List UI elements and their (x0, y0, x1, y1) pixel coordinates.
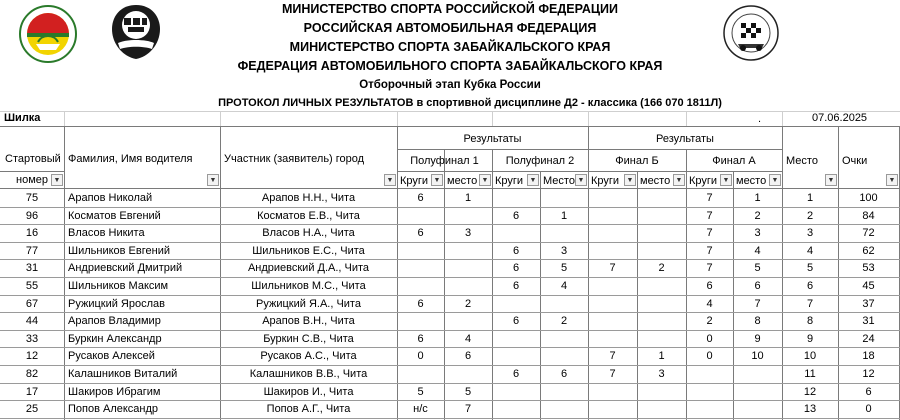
filter-place-dropdown-icon[interactable]: ▼ (825, 174, 837, 186)
cell-sf1-laps: 6 (417, 227, 424, 240)
cell-sf1-laps: 5 (417, 385, 424, 398)
cell-start-number: 96 (25, 209, 39, 222)
filter-sf1-laps-dropdown-icon[interactable]: ▼ (431, 174, 443, 186)
cell-sf2-place: 5 (560, 262, 568, 275)
cell-final-place: 13 (803, 403, 817, 416)
cell-final-place: 4 (806, 244, 814, 257)
cell-fa-place: 10 (751, 350, 764, 363)
cell-points: 100 (859, 192, 878, 204)
cell-entrant: Русаков А.С., Чита (260, 350, 357, 363)
protocol-title: ПРОТОКОЛ ЛИЧНЫХ РЕЗУЛЬТАТОВ в спортивной дисциплине Д2 - классика (166 070 1811Л) (218, 97, 722, 109)
cell-start-number: 12 (25, 350, 39, 363)
fa-laps-header: Круги (689, 175, 718, 187)
cell-fa-place: 4 (754, 244, 761, 257)
cell-fa-place: 1 (754, 192, 761, 204)
results-header-semis: Результаты (463, 133, 522, 145)
cell-driver-name: Арапов Николай (68, 192, 153, 204)
col-semifinal-2: Полуфинал 2 (505, 155, 575, 167)
cell-entrant: Арапов В.Н., Чита (262, 315, 355, 328)
cell-fa-place: 5 (754, 262, 761, 275)
cell-sf2-place: 6 (560, 368, 568, 380)
cell-sf2-place: 4 (560, 280, 568, 292)
cell-fa-laps: 7 (706, 192, 713, 204)
cell-driver-name: Шакиров Ибрагим (68, 385, 161, 398)
cell-points: 37 (862, 297, 875, 310)
cell-sf1-laps: 6 (417, 192, 424, 204)
cell-points: 53 (862, 262, 875, 275)
cell-sf1-place: 6 (464, 350, 472, 363)
filter-sf2-place-dropdown-icon[interactable]: ▼ (575, 174, 587, 186)
cell-fa-place: 3 (754, 227, 761, 240)
cell-sf1-place: 7 (464, 403, 472, 416)
cell-driver-name: Шильников Евгений (68, 244, 170, 257)
cell-final-place: 3 (806, 227, 814, 240)
cell-driver-name: Арапов Владимир (68, 315, 161, 328)
cell-entrant: Шакиров И., Чита (263, 385, 354, 398)
filter-fa-place-dropdown-icon[interactable]: ▼ (769, 174, 781, 186)
cell-start-number: 77 (25, 244, 39, 257)
cell-points: 31 (862, 315, 875, 328)
fb-place-header: место (640, 175, 671, 187)
protocol-date: 07.06.2025 (812, 112, 868, 124)
cell-fa-place: 8 (754, 315, 761, 328)
cell-points: 24 (862, 332, 875, 345)
cell-fb-laps: 7 (609, 262, 616, 275)
filter-fa-laps-dropdown-icon[interactable]: ▼ (720, 174, 732, 186)
cell-points: 72 (862, 227, 875, 240)
fb-laps-header: Круги (591, 175, 620, 187)
cell-fa-laps: 0 (706, 350, 713, 363)
cell-fa-place: 6 (754, 280, 761, 292)
cell-start-number: 55 (25, 280, 39, 292)
cell-sf1-place: 5 (464, 385, 472, 398)
cell-entrant: Власов Н.А., Чита (262, 227, 355, 240)
col-entrant: Участник (заявитель) город (224, 153, 365, 165)
cell-fb-place: 2 (658, 262, 665, 275)
cell-driver-name: Власов Никита (68, 227, 145, 240)
filter-start-number-dropdown-icon[interactable]: ▼ (51, 174, 63, 186)
cell-sf2-place: 1 (560, 209, 568, 222)
cell-fb-laps: 7 (609, 350, 616, 363)
cell-points: 18 (862, 350, 875, 363)
cell-final-place: 6 (806, 280, 814, 292)
cell-entrant: Андриевский Д.А., Чита (247, 262, 370, 275)
cell-driver-name: Буркин Александр (68, 332, 162, 345)
filter-sf1-place-dropdown-icon[interactable]: ▼ (479, 174, 491, 186)
cell-fa-place: 2 (754, 209, 761, 222)
cell-start-number: 25 (25, 403, 39, 416)
header-line-4: ФЕДЕРАЦИЯ АВТОМОБИЛЬНОГО СПОРТА ЗАБАЙКАЛЬСКОГО КРАЯ (237, 59, 663, 73)
cell-driver-name: Попов Александр (68, 403, 159, 416)
filter-fb-laps-dropdown-icon[interactable]: ▼ (624, 174, 636, 186)
cell-start-number: 17 (25, 385, 39, 398)
col-points: Очки (842, 155, 868, 167)
cell-sf2-laps: 6 (512, 262, 520, 275)
col-start-number-bottom: номер (16, 174, 48, 186)
cell-sf2-laps: 6 (512, 315, 520, 328)
cell-fa-laps: 7 (706, 209, 713, 222)
cell-driver-name: Русаков Алексей (68, 350, 155, 363)
cell-points: 45 (862, 280, 875, 292)
cell-fa-laps: 7 (706, 262, 713, 275)
cell-fa-laps: 7 (706, 227, 713, 240)
cell-entrant: Косматов Е.В., Чита (257, 209, 360, 222)
cell-points: 84 (862, 209, 875, 222)
col-place: Место (786, 155, 818, 167)
filter-sf2-laps-dropdown-icon[interactable]: ▼ (527, 174, 539, 186)
cell-final-place: 11 (804, 368, 816, 380)
sf1-place-header: место (447, 175, 478, 187)
stage-title: Отборочный этап Кубка России (359, 79, 541, 91)
cell-sf1-laps: н/с (413, 403, 428, 416)
cell-fa-laps: 6 (706, 280, 713, 292)
cell-fa-place: 9 (754, 332, 761, 345)
cell-final-place: 8 (806, 315, 814, 328)
cell-entrant: Попов А.Г., Чита (266, 403, 351, 416)
cell-fb-laps: 7 (609, 368, 616, 380)
cell-driver-name: Калашников Виталий (68, 368, 178, 380)
cell-start-number: 33 (25, 332, 39, 345)
cell-start-number: 44 (25, 315, 39, 328)
sf2-laps-header: Круги (495, 175, 524, 187)
cell-sf2-place: 2 (560, 315, 568, 328)
cell-driver-name: Андриевский Дмитрий (68, 262, 183, 275)
results-header-finals: Результаты (656, 133, 714, 145)
cell-sf1-laps: 0 (417, 350, 424, 363)
cell-entrant: Калашников В.В., Чита (249, 368, 368, 380)
cell-final-place: 10 (803, 350, 817, 363)
cell-sf1-laps: 6 (417, 297, 424, 310)
cell-fa-laps: 2 (706, 315, 713, 328)
cell-driver-name: Шильников Максим (68, 280, 169, 292)
cell-entrant: Арапов Н.Н., Чита (261, 192, 356, 204)
filter-driver-dropdown-icon[interactable]: ▼ (207, 174, 219, 186)
cell-entrant: Ружицкий Я.А., Чита (256, 297, 361, 310)
filter-points-dropdown-icon[interactable]: ▼ (886, 174, 898, 186)
sf2-place-header: Место (543, 175, 575, 187)
cell-final-place: 12 (803, 385, 817, 398)
cell-driver-name: Косматов Евгений (68, 209, 161, 222)
col-semifinal-1: Полуфинал 1 (410, 155, 479, 167)
cell-start-number: 82 (25, 368, 39, 380)
cell-entrant: Шильников М.С., Чита (251, 280, 366, 292)
cell-final-place: 7 (806, 297, 814, 310)
cell-points: 0 (865, 403, 872, 416)
header-line-1: МИНИСТЕРСТВО СПОРТА РОССИЙСКОЙ ФЕДЕРАЦИИ (281, 2, 618, 16)
cell-final-place: 5 (806, 262, 814, 275)
cell-sf1-place: 1 (464, 192, 472, 204)
cell-final-place: 2 (806, 209, 814, 222)
header-dot: . (758, 113, 762, 125)
cell-points: 62 (862, 244, 875, 257)
col-start-number-top: Стартовый (5, 153, 61, 165)
cell-start-number: 67 (25, 297, 39, 310)
cell-final-place: 9 (806, 332, 814, 345)
filter-entrant-dropdown-icon[interactable]: ▼ (384, 174, 396, 186)
cell-points: 6 (865, 385, 872, 398)
cell-start-number: 31 (25, 262, 39, 275)
cell-sf1-laps: 6 (417, 332, 424, 345)
cell-points: 12 (862, 368, 875, 380)
cell-fa-place: 7 (754, 297, 761, 310)
cell-sf1-place: 4 (464, 332, 472, 345)
cell-sf2-place: 3 (560, 244, 568, 257)
cell-fb-place: 3 (658, 368, 665, 380)
cell-sf1-place: 3 (464, 227, 472, 240)
cell-sf2-laps: 6 (512, 368, 520, 380)
col-final-b: Финал Б (615, 155, 659, 167)
sf1-laps-header: Круги (400, 175, 429, 187)
header-line-2: РОССИЙСКАЯ АВТОМОБИЛЬНАЯ ФЕДЕРАЦИЯ (303, 21, 597, 35)
cell-sf1-place: 2 (464, 297, 472, 310)
cell-driver-name: Ружицкий Ярослав (68, 297, 165, 310)
cell-fb-place: 1 (658, 350, 665, 363)
col-driver: Фамилия, Имя водителя (68, 153, 193, 165)
cell-fa-laps: 7 (706, 244, 713, 257)
cell-start-number: 75 (25, 192, 39, 204)
cell-entrant: Буркин С.В., Чита (263, 332, 354, 345)
fa-place-header: место (736, 175, 767, 187)
cell-sf2-laps: 6 (512, 209, 520, 222)
cell-fa-laps: 4 (706, 297, 713, 310)
cell-final-place: 1 (806, 192, 814, 204)
cell-fa-laps: 0 (706, 332, 713, 345)
cell-sf2-laps: 6 (512, 280, 520, 292)
cell-sf2-laps: 6 (512, 244, 520, 257)
cell-entrant: Шильников Е.С., Чита (252, 244, 365, 257)
header-line-3: МИНИСТЕРСТВО СПОРТА ЗАБАЙКАЛЬСКОГО КРАЯ (289, 40, 611, 54)
cell-start-number: 16 (25, 227, 39, 240)
filter-fb-place-dropdown-icon[interactable]: ▼ (673, 174, 685, 186)
col-final-a: Финал А (712, 155, 756, 167)
venue-label: Шилка (4, 112, 41, 124)
